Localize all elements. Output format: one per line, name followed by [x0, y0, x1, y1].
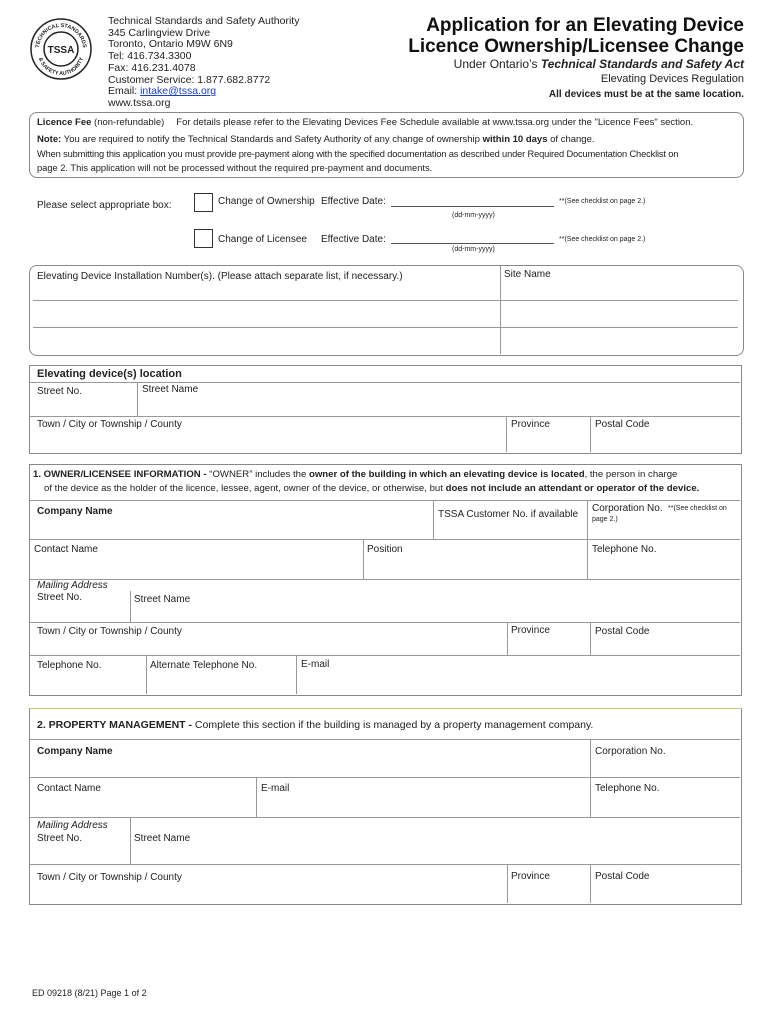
ownership-checklist-note: **(See checklist on page 2.) — [559, 198, 646, 205]
svg-text:TECHNICAL STANDARDS: TECHNICAL STANDARDS — [35, 22, 88, 49]
property-divider-email — [256, 777, 257, 817]
org-address2: Toronto, Ontario M9W 6N9 — [108, 38, 233, 51]
owner-divider-company — [433, 500, 434, 539]
owner-rule-5 — [30, 655, 740, 656]
svg-text:TSSA: TSSA — [47, 45, 75, 56]
location-rule-mid — [30, 416, 740, 417]
org-name: Technical Standards and Safety Authority — [108, 15, 300, 27]
location-postal-code-label: Postal Code — [595, 419, 650, 430]
location-street-no-label: Street No. — [37, 386, 83, 397]
installation-numbers-label: Elevating Device Installation Number(s). (Please attach separate list, if necessary.) — [37, 271, 403, 282]
select-prompt: Please select appropriate box: — [37, 200, 172, 211]
owner-telephone-label: Telephone No. — [592, 544, 657, 555]
ownership-date-format: (dd-mm-yyyy) — [452, 212, 495, 219]
property-contact-name-label: Contact Name — [37, 783, 101, 794]
property-street-no-label: Street No. — [37, 833, 83, 844]
act-line: Under Ontario’s Technical Standards and Safety Act — [453, 57, 744, 71]
owner-contact-name-label: Contact Name — [34, 544, 98, 555]
org-email-line: Email: intake@tssa.org — [108, 85, 217, 98]
owner-divider-postal — [590, 622, 591, 655]
owner-rule-1 — [30, 500, 740, 501]
property-divider-postal — [590, 864, 591, 903]
ownership-effective-date-field[interactable] — [391, 206, 554, 207]
licensee-effective-date-field[interactable] — [391, 243, 554, 244]
owner-box — [29, 464, 742, 696]
owner-rule-4 — [30, 622, 740, 623]
org-contact-block — [108, 16, 299, 110]
property-street-name-label: Street Name — [134, 833, 191, 844]
org-email-link[interactable]: intake@tssa.org — [140, 85, 217, 98]
owner-street-no-label: Street No. — [37, 592, 83, 603]
owner-email-label: E-mail — [301, 659, 330, 670]
owner-divider-street — [130, 591, 131, 622]
location-divider-street — [137, 382, 138, 416]
property-telephone-label: Telephone No. — [595, 783, 660, 794]
owner-rule-2 — [30, 539, 740, 540]
property-rule-1 — [30, 739, 740, 740]
owner-position-label: Position — [367, 544, 403, 555]
change-licensee-checkbox[interactable] — [194, 229, 213, 248]
tssa-logo — [30, 18, 92, 80]
location-divider-postal — [590, 416, 591, 452]
form-title-line2: Licence Ownership/Licensee Change — [408, 36, 744, 57]
owner-divider-alt-phone — [146, 655, 147, 694]
owner-company-name-label: Company Name — [37, 506, 113, 517]
org-address1: 345 Carlingview Drive — [108, 26, 211, 39]
owner-divider-email — [296, 655, 297, 694]
licensee-checklist-note: **(See checklist on page 2.) — [559, 236, 646, 243]
owner-postal-code-label: Postal Code — [595, 626, 650, 637]
location-heading: Elevating device(s) location — [37, 368, 182, 380]
owner-divider-position — [363, 539, 364, 579]
owner-corp-note-a: **(See checklist on — [668, 505, 727, 512]
change-ownership-label: Change of Ownership — [218, 196, 315, 207]
owner-province-label: Province — [511, 625, 550, 636]
org-fax: Fax: 416.231.4078 — [108, 61, 196, 74]
org-customer-service: Customer Service: 1.877.682.8772 — [108, 73, 271, 86]
property-divider-telephone — [590, 777, 591, 817]
prepayment-line1: When submitting this application you must provide pre-payment along with the specified documentation as described under Required Documentation Checklist on — [37, 149, 679, 159]
property-divider-province — [507, 864, 508, 903]
property-corporation-no-label: Corporation No. — [595, 746, 666, 757]
property-divider-street — [130, 817, 131, 864]
owner-divider-telephone — [587, 539, 588, 579]
installation-row-1[interactable] — [33, 300, 738, 301]
owner-town-label: Town / City or Township / County — [37, 626, 182, 637]
owner-mailing-address-label: Mailing Address — [37, 580, 108, 591]
change-licensee-label: Change of Licensee — [218, 234, 307, 245]
site-name-label: Site Name — [504, 269, 551, 280]
licensee-date-format: (dd-mm-yyyy) — [452, 246, 495, 253]
org-tel: Tel: 416.734.3300 — [108, 50, 192, 63]
page-footer: ED 09218 (8/21) Page 1 of 2 — [32, 988, 147, 998]
property-rule-3 — [30, 817, 740, 818]
property-town-label: Town / City or Township / County — [37, 872, 182, 883]
fee-line: Licence Fee (non-refundable) For details please refer to the Elevating Devices Fee Schedule available at www.tssa.org under the "Licence Fees" section. — [37, 117, 694, 128]
owner-divider-province — [507, 622, 508, 655]
installation-divider — [500, 266, 501, 354]
same-location-notice: All devices must be at the same location. — [548, 89, 744, 100]
svg-text:& SAFETY AUTHORITY: & SAFETY AUTHORITY — [36, 56, 86, 78]
property-heading: 2. PROPERTY MANAGEMENT - Complete this section if the building is managed by a property management company. — [37, 719, 594, 731]
location-province-label: Province — [511, 419, 550, 430]
property-email-label: E-mail — [261, 783, 290, 794]
change-ownership-checkbox[interactable] — [194, 193, 213, 212]
owner-heading-line1: 1. OWNER/LICENSEE INFORMATION - “OWNER” includes the owner of the building in which an elevating device is located, the person in charge — [33, 469, 678, 480]
location-street-name-label: Street Name — [142, 384, 199, 395]
form-title-line1: Application for an Elevating Device — [426, 15, 744, 36]
owner-street-name-label: Street Name — [134, 594, 191, 605]
property-rule-2 — [30, 777, 740, 778]
owner-rule-3 — [30, 579, 740, 580]
owner-corporation-no-label: Corporation No. — [592, 503, 663, 514]
act-name: Technical Standards and Safety Act — [540, 57, 744, 71]
property-mailing-address-label: Mailing Address — [37, 820, 108, 831]
property-postal-code-label: Postal Code — [595, 871, 650, 882]
note-line: Note: You are required to notify the Technical Standards and Safety Authority of any change of ownership within 10 days of change. — [37, 134, 595, 145]
property-company-name-label: Company Name — [37, 746, 113, 757]
ownership-effective-date-label: Effective Date: — [321, 196, 386, 207]
org-website[interactable]: www.tssa.org — [108, 96, 171, 109]
owner-alt-telephone-label: Alternate Telephone No. — [150, 660, 258, 671]
regulation-line: Elevating Devices Regulation — [600, 73, 744, 85]
prepayment-line2: page 2. This application will not be processed without the required pre-payment and documents. — [37, 163, 433, 173]
licensee-effective-date-label: Effective Date: — [321, 234, 386, 245]
installation-row-2[interactable] — [33, 327, 738, 328]
property-rule-4 — [30, 864, 740, 865]
owner-divider-customer — [587, 500, 588, 539]
owner-telephone2-label: Telephone No. — [37, 660, 102, 671]
tssa-seal-icon — [30, 18, 92, 80]
property-province-label: Province — [511, 871, 550, 882]
owner-heading-line2: of the device as the holder of the licence, lessee, agent, owner of the device, or otherwise, but does not include an attendant or operator of the device. — [44, 483, 700, 494]
owner-customer-no-label: TSSA Customer No. if available — [438, 509, 579, 520]
owner-corp-note-b: page 2.) — [592, 516, 618, 523]
property-divider-corp — [590, 739, 591, 777]
location-divider-province — [506, 416, 507, 452]
location-town-label: Town / City or Township / County — [37, 419, 182, 430]
